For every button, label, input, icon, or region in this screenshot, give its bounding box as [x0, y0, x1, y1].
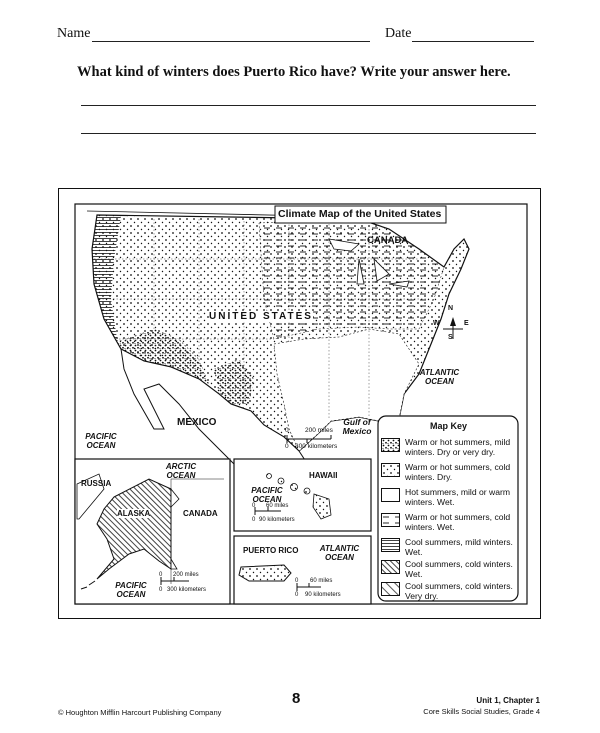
answer-line-2[interactable]	[81, 133, 536, 134]
hawaii-scale-km: 90 kilometers	[259, 517, 295, 523]
key-item-text: Hot summers, mild or warm winters. Wet.	[405, 487, 511, 507]
label-canada-inset: CANADA	[183, 509, 218, 518]
date-label: Date	[385, 26, 412, 41]
key-item-text: Cool summers, cold winters. Very dry.	[405, 581, 513, 601]
key-item-text: Warm or hot summers, cold winters. Dry.	[405, 462, 511, 482]
compass-w: W	[433, 320, 440, 327]
label-russia: RUSSIA	[81, 479, 112, 488]
label-puerto-rico: PUERTO RICO	[243, 546, 299, 555]
alaska-scale-miles: 200 miles	[173, 572, 199, 578]
question-text: What kind of winters does Puerto Rico have? Write your answer here.	[77, 64, 511, 80]
key-swatch-dashes	[381, 513, 400, 527]
label-atlantic-ocean: ATLANTIC OCEAN	[419, 368, 460, 386]
alaska-scale-zero: 0	[159, 572, 163, 578]
key-item-text: Cool summers, cold winters. Wet.	[405, 559, 513, 579]
map-title: Climate Map of the United States	[278, 208, 442, 220]
compass-s: S	[448, 334, 453, 341]
compass-e: E	[464, 320, 469, 327]
pr-scale-km: 90 kilometers	[305, 592, 341, 598]
key-swatch-diagonal-lines	[381, 560, 400, 574]
key-item-text: Warm or hot summers, cold winters. Wet.	[405, 512, 511, 532]
alaska-scale-zero-km: 0	[159, 587, 163, 593]
label-pacific-ocean: PACIFIC OCEAN	[85, 432, 117, 450]
label-arctic-ocean: ARCTIC OCEAN	[165, 462, 197, 480]
map-key-title: Map Key	[430, 421, 468, 431]
pr-scale-zero-km: 0	[295, 592, 299, 598]
key-item-text: Warm or hot summers, mild winters. Dry or very dry.	[405, 437, 511, 457]
label-gulf-of-mexico: Gulf of Mexico	[342, 417, 372, 436]
pr-scale-zero: 0	[295, 578, 299, 584]
label-atlantic-ocean-pr: ATLANTIC OCEAN	[319, 544, 360, 562]
compass-rose	[443, 317, 463, 339]
puerto-rico-shape	[239, 565, 291, 581]
key-swatch-dense-dots	[381, 438, 400, 452]
map-key	[378, 416, 518, 601]
label-pacific-ocean-hawaii: PACIFIC OCEAN	[251, 486, 283, 504]
compass-n: N	[448, 305, 454, 312]
label-alaska: ALASKA	[117, 509, 151, 518]
name-answer-line[interactable]	[92, 41, 370, 42]
unit-label: Unit 1, Chapter 1	[476, 696, 540, 705]
name-label: Name	[57, 26, 91, 41]
key-item-text: Cool summers, mild winters. Wet.	[405, 537, 513, 557]
main-scale-zero-km: 0	[285, 443, 289, 450]
answer-line-1[interactable]	[81, 105, 536, 106]
page-number: 8	[292, 690, 301, 707]
hawaii-scale-miles: 60 miles	[266, 503, 289, 509]
label-hawaii: HAWAII	[309, 471, 338, 480]
label-pacific-ocean-alaska: PACIFIC OCEAN	[115, 581, 147, 599]
course-label: Core Skills Social Studies, Grade 4	[423, 707, 540, 716]
alaska-scale-km: 300 kilometers	[167, 587, 207, 593]
label-united-states: UNITED STATES	[209, 311, 313, 322]
key-swatch-sparse-dots	[381, 463, 400, 477]
label-mexico: MEXICO	[177, 417, 217, 428]
pr-scale-miles: 60 miles	[310, 578, 333, 584]
main-scale-miles: 200 miles	[305, 427, 333, 434]
key-swatch-horizontal-lines	[381, 538, 400, 552]
climate-map-frame	[58, 188, 541, 619]
hawaii-scale-zero: 0	[252, 503, 256, 509]
label-canada: CANADA	[367, 235, 409, 246]
date-answer-line[interactable]	[412, 41, 534, 42]
key-swatch-blank	[381, 488, 400, 502]
main-scale-km: 300 kilometers	[295, 443, 338, 450]
key-swatch-sparse-diagonal	[381, 582, 400, 596]
main-scale-zero: 0	[285, 427, 289, 434]
copyright: © Houghton Mifflin Harcourt Publishing Company	[58, 708, 222, 717]
hawaii-scale-zero-km: 0	[252, 517, 256, 523]
